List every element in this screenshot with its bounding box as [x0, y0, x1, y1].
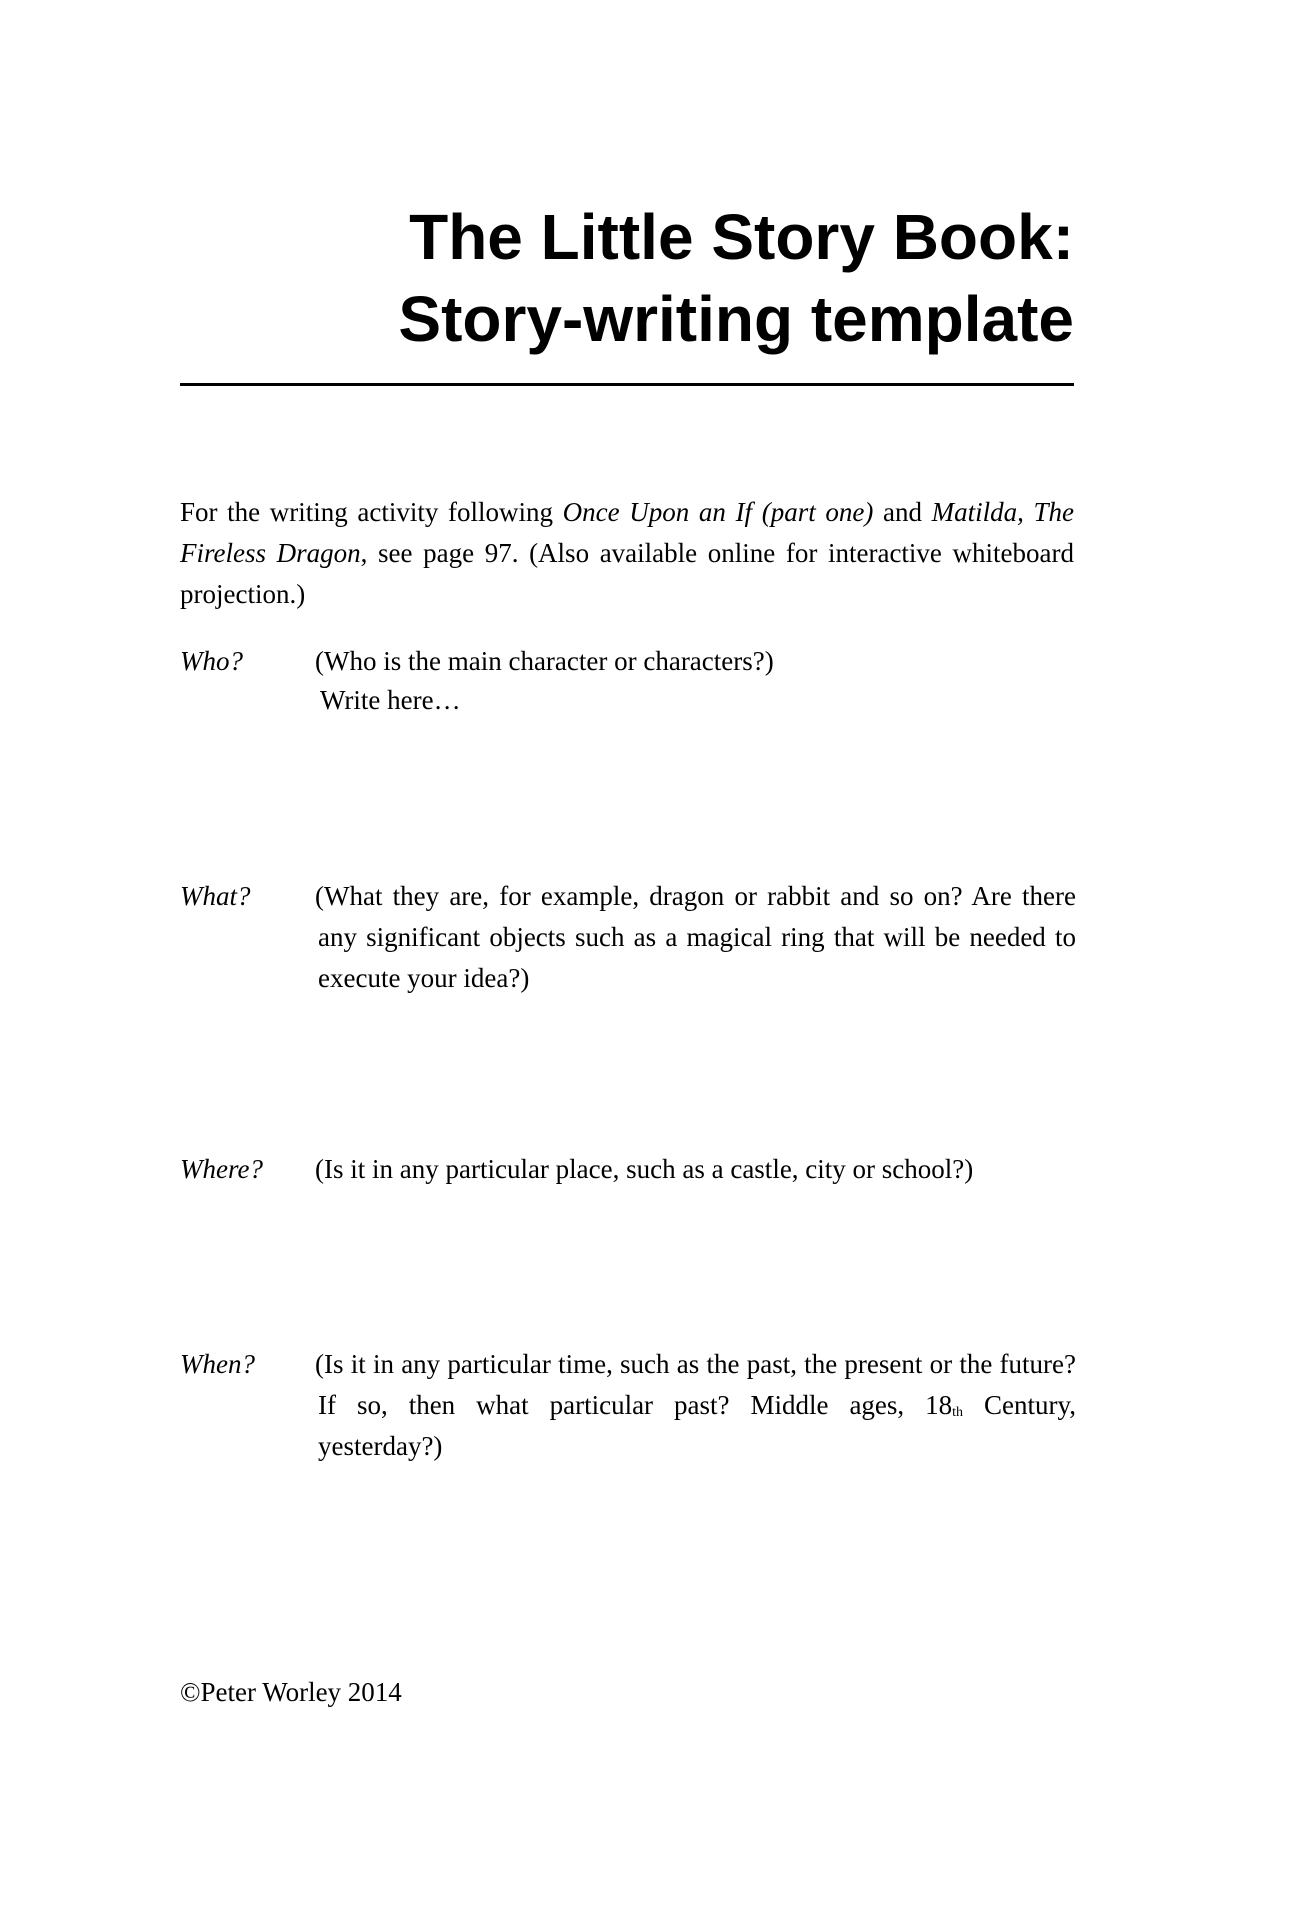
- write-here-field[interactable]: Write here…: [320, 685, 461, 715]
- intro-text-3: , see page 97. (Also available online for interactive whiteboard projection.): [180, 538, 1074, 609]
- question-label-when: When?: [180, 1349, 255, 1379]
- page-title: [180, 196, 1074, 360]
- intro-paragraph: [180, 492, 1074, 615]
- intro-text-1: For the writing activity following: [180, 497, 563, 527]
- title-divider: [180, 383, 1074, 386]
- question-prompt-what: (What they are, for example, dragon or rabbit and so on? Are there any significant objects such as a magical ring that will be needed to execute your idea?): [315, 881, 1076, 993]
- question-label-where: Where?: [180, 1154, 263, 1184]
- question-prompt-when-part2: Century, yesterday?): [318, 1390, 1077, 1461]
- question-prompt-when-part1: (Is it in any particular time, such as the past, the present or the future? If so, then what particular past? Middle ages, 18: [315, 1349, 1076, 1420]
- question-prompt-who: (Who is the main character or characters?): [315, 646, 774, 676]
- title-line-2: Story-writing template: [398, 283, 1074, 355]
- question-label-who: Who?: [180, 646, 243, 676]
- intro-story-title-1: Once Upon an If (part one): [562, 497, 874, 527]
- question-prompt-where: (Is it in any particular place, such as a castle, city or school?): [315, 1154, 974, 1184]
- intro-story-title-2: Matilda, The Fireless Dragon: [180, 497, 1074, 568]
- title-line-1: The Little Story Book:: [409, 201, 1074, 273]
- question-prompt-when: [315, 1344, 1077, 1467]
- question-label-what: What?: [180, 881, 251, 911]
- ordinal-suffix: th: [952, 1405, 964, 1420]
- intro-text-2: and: [873, 497, 932, 527]
- copyright-footer: ©Peter Worley 2014: [180, 1677, 402, 1707]
